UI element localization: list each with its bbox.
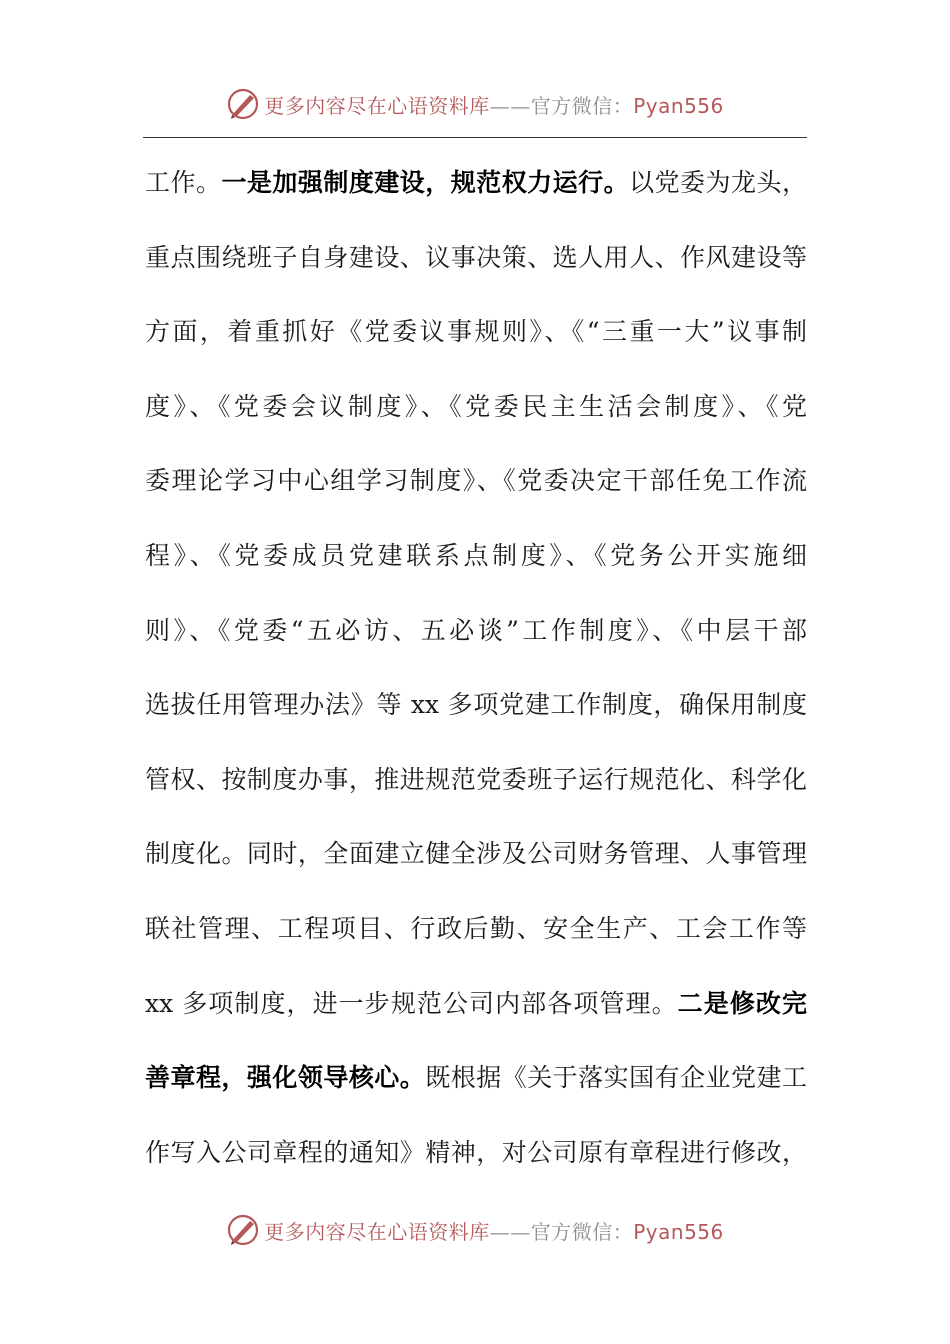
text-line: 重点围绕班子自身建设、议事决策、选人用人、作风建设等: [145, 242, 807, 272]
header-dash: ——: [489, 93, 531, 118]
header-banner-text: [264, 90, 724, 119]
bold-heading-run: 一是加强制度建设，规范权力运行。: [221, 168, 630, 197]
text-run: 既根据《关于落实国有企业党建工: [425, 1063, 807, 1093]
footer-site-name: 更多内容尽在心语资料库: [264, 1219, 490, 1244]
text-line: [145, 1041, 807, 1116]
text-line: [145, 967, 807, 1042]
text-line: 委理论学习中心组学习制度》、《党委决定干部任免工作流: [145, 466, 807, 496]
text-line: 度》、《党委会议制度》、《党委民主生活会制度》、《党: [145, 391, 807, 421]
bold-heading-run: 善章程，强化领导核心。: [145, 1063, 426, 1093]
text-run: 工作。: [145, 168, 222, 197]
bold-heading-run: 二是修改完: [677, 988, 807, 1018]
footer-dash: ——: [489, 1219, 531, 1244]
footer-banner-text: [264, 1216, 724, 1245]
footer-wechat-label: 官方微信：: [530, 1219, 634, 1244]
text-run: xx 多项制度，进一步规范公司内部各项管理。: [145, 988, 678, 1018]
text-line: 联社管理、工程项目、行政后勤、安全生产、工会工作等: [145, 913, 807, 943]
header-banner: [0, 80, 950, 128]
text-run: 以党委为龙头，: [629, 168, 807, 197]
text-line: 作写入公司章程的通知》精神，对公司原有章程进行修改，: [145, 1137, 807, 1167]
document-body: [145, 146, 807, 1190]
text-line: [145, 146, 807, 221]
text-line: 制度化。同时，全面建立健全涉及公司财务管理、人事管理: [145, 839, 807, 869]
header-wechat-id: Pyan556: [633, 93, 724, 118]
text-line: 管权、按制度办事，推进规范党委班子运行规范化、科学化: [145, 764, 807, 794]
pen-logo-icon: [226, 1213, 260, 1247]
text-line: 方面，着重抓好《党委议事规则》、《“三重一大”议事制: [145, 317, 807, 347]
header-wechat-label: 官方微信：: [530, 93, 634, 118]
footer-banner: [0, 1206, 950, 1254]
footer-wechat-id: Pyan556: [633, 1219, 724, 1244]
pen-logo-icon: [226, 87, 260, 121]
header-site-name: 更多内容尽在心语资料库: [264, 93, 490, 118]
text-line: 程》、《党委成员党建联系点制度》、《党务公开实施细: [145, 540, 807, 570]
text-line: 选拔任用管理办法》等 xx 多项党建工作制度，确保用制度: [145, 690, 807, 720]
text-line: 则》、《党委“五必访、五必谈”工作制度》、《中层干部: [145, 615, 807, 645]
header-divider: [143, 137, 807, 138]
